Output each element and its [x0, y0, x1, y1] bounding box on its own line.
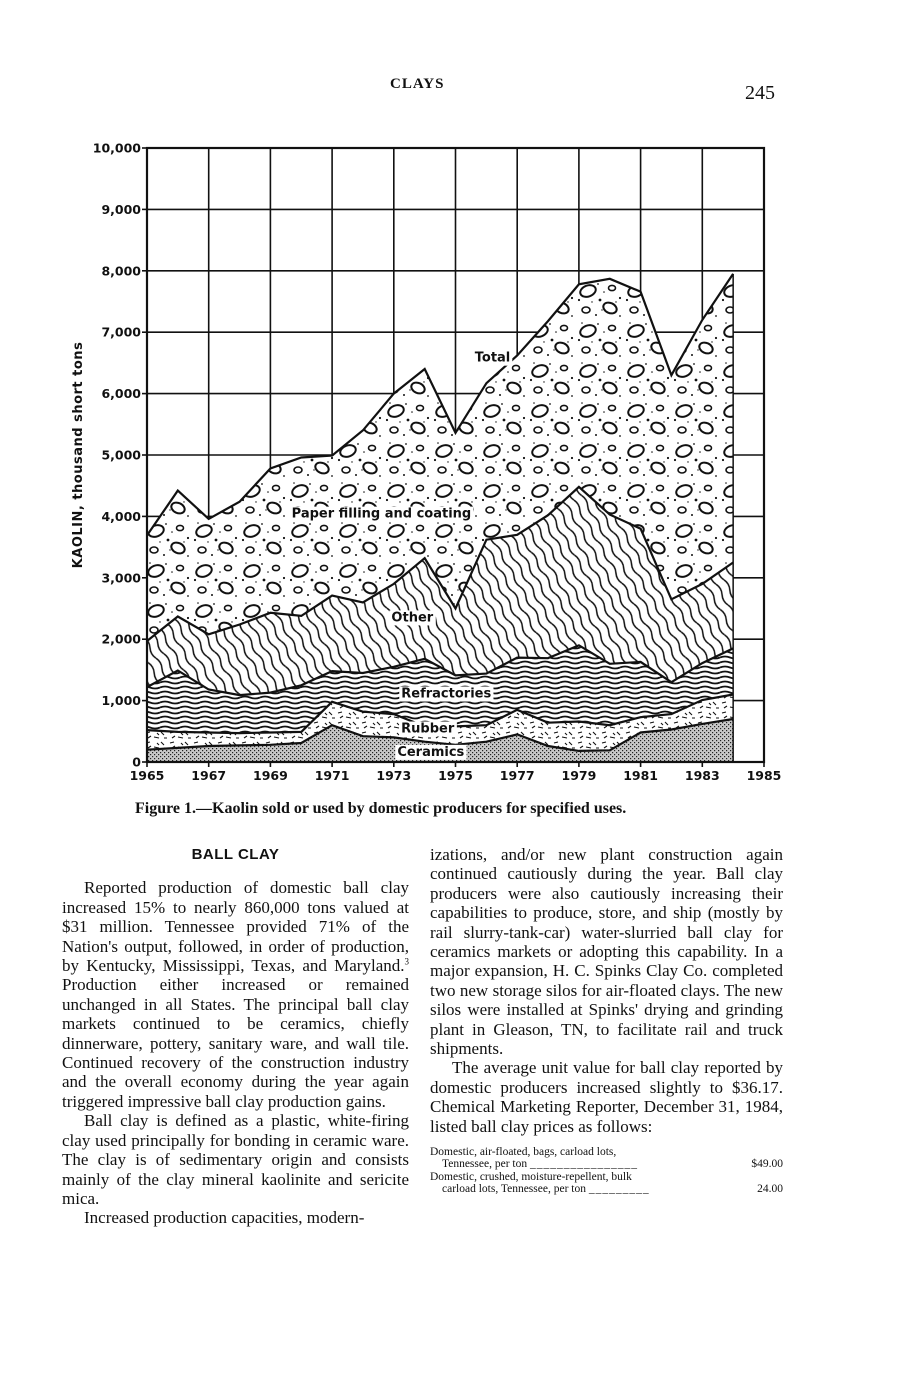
y-axis-title: KAOLIN, thousand short tons: [71, 341, 86, 569]
x-tick-label: 1975: [438, 768, 473, 783]
price-desc-line: Tennessee, per ton: [442, 1158, 528, 1171]
price-value: $49.00: [751, 1158, 783, 1171]
y-tick-label: 2,000: [101, 631, 141, 647]
svg-text:Other: Other: [391, 610, 434, 626]
svg-text:Paper filling and coating: Paper filling and coating: [291, 506, 472, 522]
y-tick-label: 5,000: [101, 447, 141, 463]
price-desc-line: Domestic, air-floated, bags, carload lots,: [430, 1146, 617, 1159]
x-tick-label: 1965: [129, 768, 165, 783]
x-tick-label: 1969: [253, 768, 288, 783]
svg-text:Ceramics: Ceramics: [397, 744, 465, 760]
leader-dashes: ________________: [529, 1158, 638, 1171]
y-tick-label: 9,000: [101, 201, 141, 217]
area-label-other: [389, 610, 435, 625]
paragraph: Reported production of domestic ball clay increased 15% to nearly 860,000 tons valued at $31 million. Tennessee provided 71% of the Nation's output, followed, in order of production, by Kentucky, Mississippi, Texas, and Maryland.$^3$ Production either increased or remained unchanged in all States. The principal ball clay markets continued to be ceramics, chiefly dinnerware, pottery, sanitary ware, and wall tile. Continued recovery of the construction industry and the overall economy during the year again triggered impressive ball clay production gains.: [62, 878, 409, 1111]
left-column: [62, 845, 409, 1228]
right-column: [430, 845, 783, 1195]
y-tick-label: 10,000: [92, 140, 141, 156]
x-tick-label: 1977: [499, 768, 535, 783]
y-tick-label: 7,000: [101, 324, 141, 340]
price-row: [430, 1171, 783, 1195]
x-tick-label: 1979: [561, 768, 597, 783]
x-tick-label: 1985: [746, 768, 782, 783]
y-tick-label: 8,000: [101, 263, 141, 279]
footnote-marker: 3: [404, 956, 409, 967]
paragraph: Ball clay is defined as a plastic, white-firing clay used principally for bonding in ceramic ware. The clay is of sedimentary origin and consists mainly of the clay mineral kaolinite and sericite mica.: [62, 1111, 409, 1208]
price-desc-line: Domestic, crushed, moisture-repellent, bulk: [430, 1171, 632, 1184]
running-title: CLAYS: [390, 76, 445, 92]
y-tick-label: 0: [132, 754, 141, 770]
paragraph: Increased production capacities, modern-: [84, 1208, 365, 1228]
svg-text:Total: Total: [474, 350, 511, 366]
x-tick-label: 1981: [623, 768, 658, 783]
leader-dashes: _________: [588, 1183, 650, 1196]
svg-text:Rubber: Rubber: [401, 721, 455, 737]
svg-text:Refractories: Refractories: [401, 686, 492, 702]
x-tick-label: 1971: [314, 768, 350, 783]
paragraph: The average unit value for ball clay reported by domestic producers increased slightly to $36.17. Chemical Marketing Reporter, December 31, 1984, listed ball clay prices as follows:: [430, 1058, 783, 1136]
area-label-paper: [290, 507, 474, 522]
x-tick-label: 1983: [684, 768, 720, 783]
page-number: 245: [745, 82, 775, 104]
price-row: [430, 1146, 783, 1170]
y-tick-label: 3,000: [101, 570, 141, 586]
y-tick-label: 6,000: [101, 386, 141, 402]
price-desc-line: carload lots, Tennessee, per ton: [442, 1183, 586, 1196]
section-heading: BALL CLAY: [191, 846, 280, 863]
x-tick-label: 1967: [191, 768, 227, 783]
price-value: 24.00: [757, 1183, 783, 1196]
y-tick-label: 4,000: [101, 508, 141, 524]
area-label-rubber: [399, 722, 457, 737]
x-tick-label: 1973: [376, 768, 412, 783]
figure-caption: Figure 1.—Kaolin sold or used by domestic producers for specified uses.: [135, 800, 627, 817]
paragraph: izations, and/or new plant construction again continued cautiously during the year. Ball clay producers were also cautiously increasing their capabilities to produce, store, and ship (mostly by rail slurry-tank-car) water-slurried ball clay for ceramics markets or adopting this capability. In a major expansion, H. C. Spinks Clay Co. completed two new storage silos for air-floated clays. The new silos were installed at Spinks' drying and grinding plant in Gleason, TN, to facilitate rail and truck shipments.: [430, 845, 783, 1059]
y-tick-label: 1,000: [101, 693, 141, 709]
area-label-ceramics: [395, 745, 466, 760]
area-label-refractories: [399, 687, 493, 702]
area-label-total: [473, 351, 513, 366]
price-table: [430, 1146, 783, 1195]
